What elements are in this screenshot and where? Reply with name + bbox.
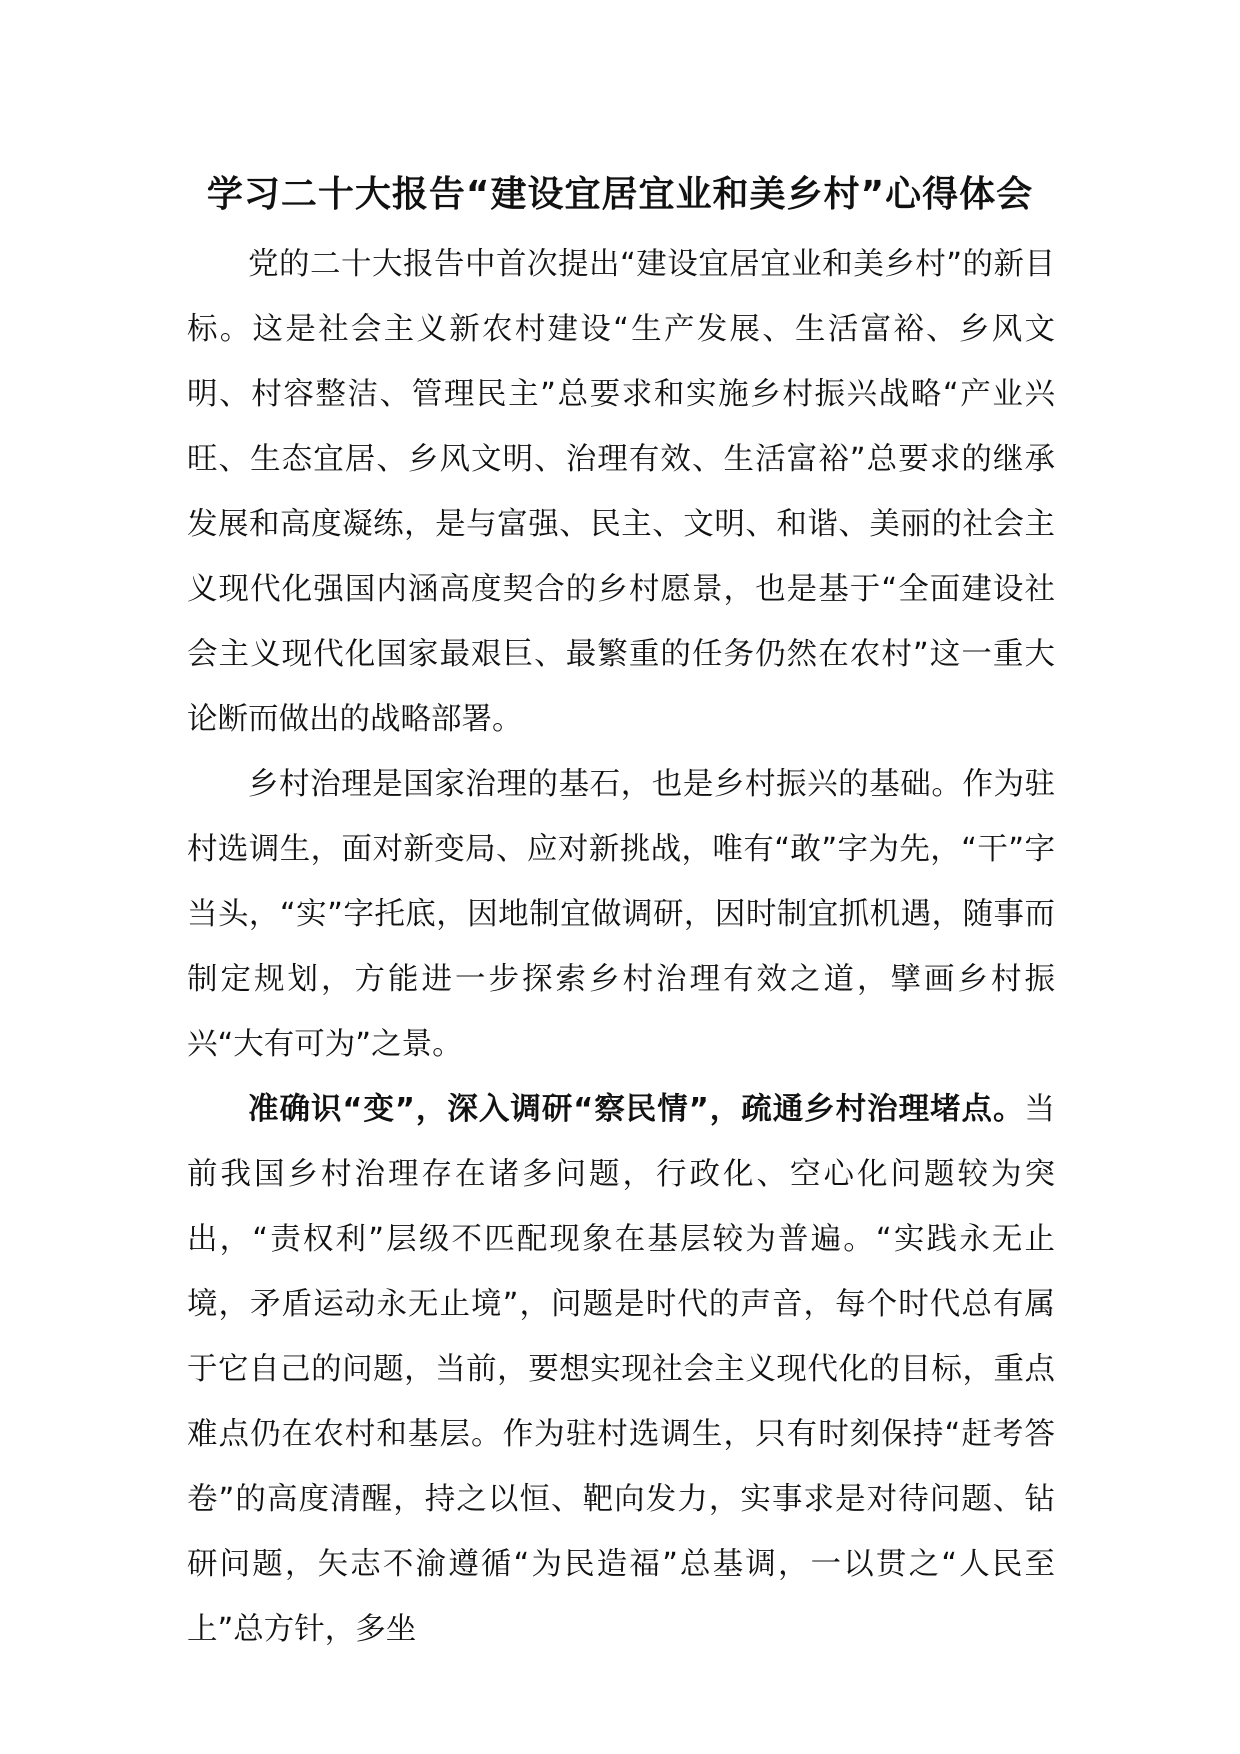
paragraph-2-text: 乡村治理是国家治理的基石，也是乡村振兴的基础。作为驻村选调生，面对新变局、应对新挑战，唯有“敢”字为先，“干”字当头，“实”字托底，因地制宜做调研，因时制宜抓机遇，随事而制定规划，方能进一步探索乡村治理有效之道，擘画乡村振兴“大有可为”之景。 (187, 767, 1055, 1062)
paragraph-1-text: 党的二十大报告中首次提出“建设宜居宜业和美乡村”的新目标。这是社会主义新农村建设“生产发展、生活富裕、乡风文明、村容整洁、管理民主”总要求和实施乡村振兴战略“产业兴旺、生态宜居、乡风文明、治理有效、生活富裕”总要求的继承发展和高度凝练，是与富强、民主、文明、和谐、美丽的社会主义现代化强国内涵高度契合的乡村愿景，也是基于“全面建设社会主义现代化国家最艰巨、最繁重的任务仍然在农村”这一重大论断而做出的战略部署。 (187, 247, 1055, 737)
paragraph-2 (187, 752, 1055, 1077)
paragraph-3 (187, 1077, 1055, 1662)
paragraph-3-lead: 准确识“变”，深入调研“察民情”，疏通乡村治理堵点。 (248, 1092, 1025, 1127)
document-body (187, 232, 1055, 1662)
document-title: 学习二十大报告“建设宜居宜业和美乡村”心得体会 (206, 174, 1034, 215)
paragraph-3-text: 当前我国乡村治理存在诸多问题，行政化、空心化问题较为突出，“责权利”层级不匹配现象在基层较为普遍。“实践永无止境，矛盾运动永无止境”，问题是时代的声音，每个时代总有属于它自己的问题，当前，要想实现社会主义现代化的目标，重点难点仍在农村和基层。作为驻村选调生，只有时刻保持“赶考答卷”的高度清醒，持之以恒、靶向发力，实事求是对待问题、钻研问题，矢志不渝遵循“为民造福”总基调，一以贯之“人民至上”总方针，多坐 (187, 1092, 1055, 1647)
paragraph-1 (187, 232, 1055, 752)
